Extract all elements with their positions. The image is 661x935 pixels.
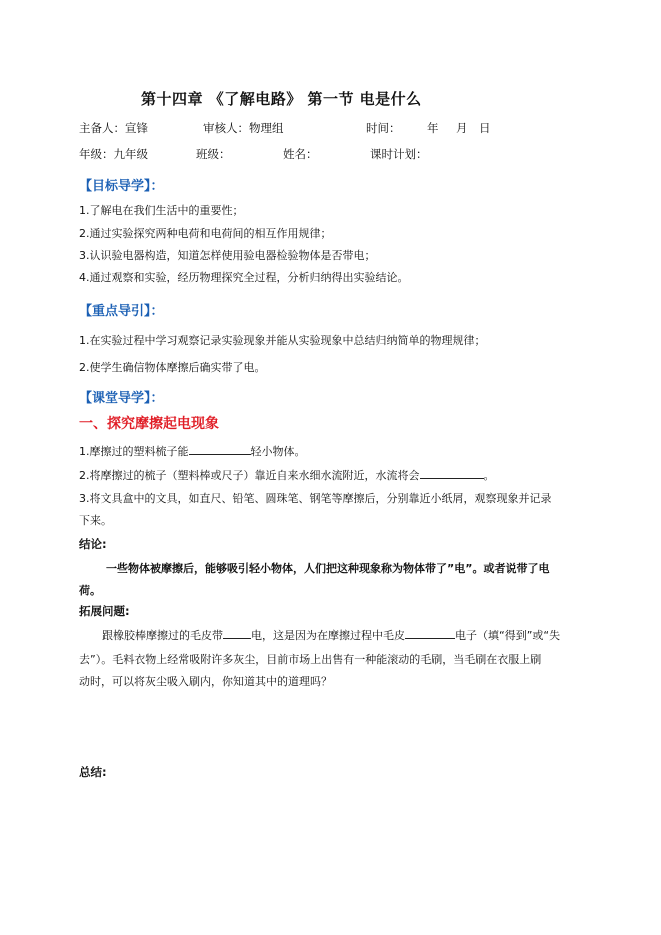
question-1-text: 1.摩擦过的塑料梳子能 <box>79 445 189 458</box>
question-3-line-2: 下来。 <box>79 514 112 527</box>
question-2-text: 2.将摩擦过的梳子（塑料棒或尺子）靠近自来水细水流附近，水流将会 <box>79 469 420 482</box>
author-label: 主备人：宣锋 <box>79 121 148 135</box>
goal-item: 3.认识验电器构造，知道怎样使用验电器检验物体是否带电； <box>79 249 376 262</box>
reviewer-label: 审核人：物理组 <box>203 121 284 135</box>
extension-text: 电，这是因为在摩擦过程中毛皮 <box>251 629 405 642</box>
extension-line-1 <box>102 627 560 643</box>
day-label: 日 <box>479 121 491 135</box>
focus-item: 2.使学生确信物体摩擦后确实带了电。 <box>79 361 266 374</box>
goal-item: 1.了解电在我们生活中的重要性； <box>79 204 244 217</box>
month-label: 月 <box>456 121 468 135</box>
extension-line-3: 动时，可以将灰尘吸入刷内，你知道其中的道理吗？ <box>79 675 332 688</box>
time-label: 时间： <box>366 121 401 135</box>
conclusion-label: 结论: <box>79 537 107 551</box>
year-label: 年 <box>427 121 439 135</box>
extension-label: 拓展问题: <box>79 604 130 618</box>
conclusion-text-line-2: 荷。 <box>79 584 101 597</box>
extension-text: 电子（填“得到”或“失 <box>455 629 561 642</box>
grade-label: 年级：九年级 <box>79 147 148 161</box>
section-subheading: 一、探究摩擦起电现象 <box>79 416 219 432</box>
answer-blank[interactable] <box>420 468 484 479</box>
lesson-plan-label: 课时计划： <box>370 147 428 161</box>
answer-blank[interactable] <box>223 628 251 639</box>
extension-text: 跟橡胶棒摩擦过的毛皮带 <box>102 629 223 642</box>
goal-item: 4.通过观察和实验，经历物理探究全过程，分析归纳得出实验结论。 <box>79 271 409 284</box>
conclusion-text-line-1: 一些物体被摩擦后，能够吸引轻小物体，人们把这种现象称为物体带了”电”。或者说带了电 <box>106 562 550 575</box>
goal-item: 2.通过实验探究两种电荷和电荷间的相互作用规律； <box>79 227 332 240</box>
summary-label: 总结: <box>79 765 107 779</box>
question-2 <box>79 467 495 483</box>
focus-heading: 【重点导引】： <box>79 304 164 319</box>
question-2-text-end: 。 <box>483 469 495 482</box>
question-1-text-end: 轻小物体。 <box>250 445 306 458</box>
question-1 <box>79 443 306 459</box>
focus-item: 1.在实验过程中学习观察记录实验现象并能从实验现象中总结归纳简单的物理规律； <box>79 334 486 347</box>
answer-blank[interactable] <box>405 628 455 639</box>
goals-heading: 【目标导学】： <box>79 179 164 194</box>
page-title: 第十四章 《了解电路》 第一节 电是什么 <box>141 90 422 108</box>
question-3-line-1: 3.将文具盒中的文具，如直尺、铅笔、圆珠笔、钢笔等摩擦后，分别靠近小纸屑，观察现象并记录 <box>79 492 552 505</box>
extension-line-2: 去”）。毛料衣物上经常吸附许多灰尘，目前市场上出售有一种能滚动的毛刷，当毛刷在衣服上刷 <box>79 653 542 666</box>
name-label: 姓名： <box>283 147 318 161</box>
answer-blank[interactable] <box>189 444 251 455</box>
classroom-heading: 【课堂导学】： <box>79 391 164 406</box>
class-label: 班级： <box>196 147 231 161</box>
